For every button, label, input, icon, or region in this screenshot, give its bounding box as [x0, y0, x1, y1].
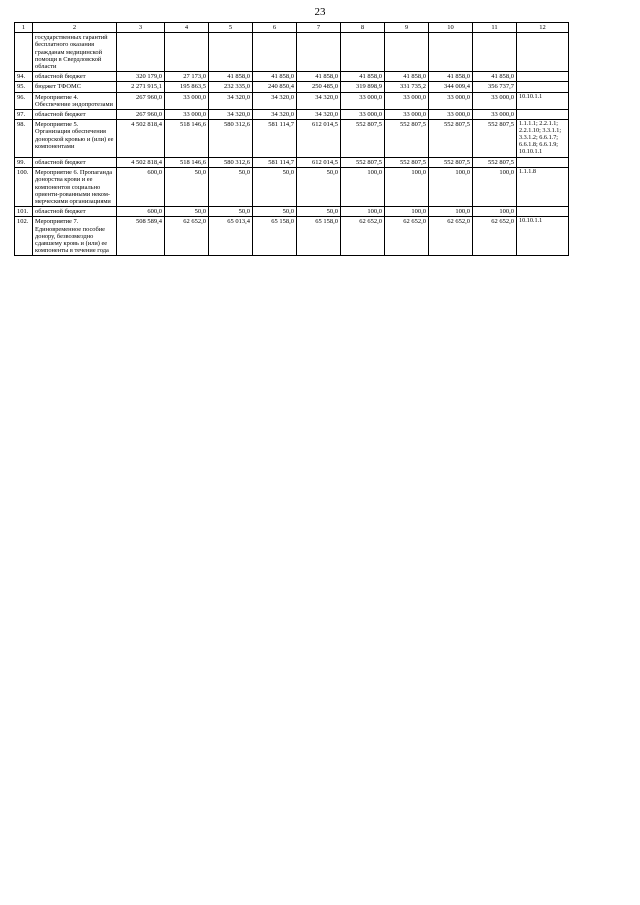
value-cell: 195 863,5 [165, 82, 209, 92]
row-description: бюджет ТФОМС [33, 82, 117, 92]
value-cell: 50,0 [253, 168, 297, 207]
target-codes [517, 207, 569, 217]
target-codes: 1.1.1.8 [517, 168, 569, 207]
table-row [15, 217, 569, 256]
value-cell: 232 335,0 [209, 82, 253, 92]
value-cell: 33 000,0 [385, 110, 429, 120]
value-cell: 41 858,0 [385, 72, 429, 82]
value-cell: 41 858,0 [429, 72, 473, 82]
value-cell: 62 652,0 [473, 217, 517, 256]
value-cell: 552 807,5 [429, 120, 473, 158]
value-cell: 34 320,0 [209, 92, 253, 109]
value-cell: 581 114,7 [253, 157, 297, 167]
value-cell: 33 000,0 [165, 92, 209, 109]
column-header: 11 [473, 23, 517, 33]
column-header: 5 [209, 23, 253, 33]
value-cell: 33 000,0 [341, 110, 385, 120]
value-cell: 100,0 [341, 207, 385, 217]
row-number: 102. [15, 217, 33, 256]
column-header: 3 [117, 23, 165, 33]
table-row [15, 72, 569, 82]
value-cell: 240 850,4 [253, 82, 297, 92]
value-cell: 33 000,0 [165, 110, 209, 120]
value-cell: 33 000,0 [429, 110, 473, 120]
row-description: Мероприятие 5. Организация обеспечения донорской кровью и (или) ее компонентами [33, 120, 117, 158]
value-cell: 356 737,7 [473, 82, 517, 92]
row-description: областной бюджет [33, 72, 117, 82]
value-cell: 319 898,9 [341, 82, 385, 92]
value-cell: 62 652,0 [341, 217, 385, 256]
column-header: 6 [253, 23, 297, 33]
row-description: Мероприятие 6. Пропаганда донорства крови и ее компонентов социально ориенти-рованными неком-мерческими организациями [33, 168, 117, 207]
column-header: 1 [15, 23, 33, 33]
value-cell: 552 807,5 [473, 157, 517, 167]
value-cell: 518 146,6 [165, 157, 209, 167]
value-cell [385, 33, 429, 72]
target-codes: 1.1.1.1; 2.2.1.1; 2.2.1.10; 3.3.1.1; 3.3.1.2; 6.6.1.7; 6.6.1.8; 6.6.1.9; 10.10.1.1 [517, 120, 569, 158]
page-number: 23 [314, 6, 326, 18]
value-cell: 612 014,5 [297, 157, 341, 167]
value-cell: 33 000,0 [385, 92, 429, 109]
table-row [15, 120, 569, 158]
value-cell [117, 33, 165, 72]
column-header: 4 [165, 23, 209, 33]
value-cell: 34 320,0 [253, 92, 297, 109]
row-description: областной бюджет [33, 157, 117, 167]
value-cell: 552 807,5 [341, 120, 385, 158]
value-cell: 4 502 818,4 [117, 157, 165, 167]
row-number: 101. [15, 207, 33, 217]
value-cell: 33 000,0 [473, 110, 517, 120]
value-cell [253, 33, 297, 72]
value-cell: 62 652,0 [165, 217, 209, 256]
value-cell [297, 33, 341, 72]
row-number: 98. [15, 120, 33, 158]
value-cell: 552 807,5 [341, 157, 385, 167]
value-cell: 100,0 [385, 168, 429, 207]
value-cell [165, 33, 209, 72]
value-cell: 100,0 [429, 207, 473, 217]
row-number: 96. [15, 92, 33, 109]
row-description: Мероприятие 7. Единовременное пособие донору, безвозмездно сдавшему кровь и (или) ее компоненты в течение года [33, 217, 117, 256]
row-number [15, 33, 33, 72]
column-header: 10 [429, 23, 473, 33]
value-cell: 33 000,0 [429, 92, 473, 109]
value-cell [341, 33, 385, 72]
table-body [15, 33, 569, 256]
column-header: 2 [33, 23, 117, 33]
value-cell: 344 009,4 [429, 82, 473, 92]
target-codes: 10.10.1.1 [517, 92, 569, 109]
target-codes [517, 72, 569, 82]
value-cell: 580 312,6 [209, 120, 253, 158]
value-cell: 50,0 [209, 207, 253, 217]
value-cell: 34 320,0 [297, 110, 341, 120]
value-cell [473, 33, 517, 72]
value-cell: 4 502 818,4 [117, 120, 165, 158]
table-row [15, 82, 569, 92]
row-number: 95. [15, 82, 33, 92]
row-number: 100. [15, 168, 33, 207]
value-cell: 267 960,0 [117, 110, 165, 120]
value-cell [209, 33, 253, 72]
value-cell: 50,0 [297, 207, 341, 217]
value-cell: 100,0 [385, 207, 429, 217]
row-number: 97. [15, 110, 33, 120]
table-row [15, 110, 569, 120]
target-codes [517, 33, 569, 72]
row-number: 99. [15, 157, 33, 167]
value-cell: 581 114,7 [253, 120, 297, 158]
value-cell: 27 173,0 [165, 72, 209, 82]
value-cell: 320 179,0 [117, 72, 165, 82]
value-cell: 100,0 [341, 168, 385, 207]
column-header: 8 [341, 23, 385, 33]
value-cell: 41 858,0 [253, 72, 297, 82]
value-cell: 65 158,0 [297, 217, 341, 256]
value-cell: 508 589,4 [117, 217, 165, 256]
value-cell: 552 807,5 [385, 120, 429, 158]
value-cell: 518 146,6 [165, 120, 209, 158]
value-cell: 33 000,0 [341, 92, 385, 109]
value-cell: 100,0 [473, 168, 517, 207]
target-codes [517, 157, 569, 167]
value-cell: 34 320,0 [209, 110, 253, 120]
value-cell: 50,0 [209, 168, 253, 207]
value-cell: 65 158,0 [253, 217, 297, 256]
value-cell: 100,0 [429, 168, 473, 207]
budget-table-wrapper [14, 22, 569, 256]
value-cell: 62 652,0 [385, 217, 429, 256]
value-cell: 41 858,0 [209, 72, 253, 82]
column-header: 12 [517, 23, 569, 33]
row-description: областной бюджет [33, 207, 117, 217]
row-description: государственных гарантий бесплатного оказания гражданам медицинской помощи в Свердловской области [33, 33, 117, 72]
value-cell: 600,0 [117, 168, 165, 207]
column-header: 7 [297, 23, 341, 33]
header-row [15, 23, 569, 33]
value-cell: 33 000,0 [473, 92, 517, 109]
value-cell: 2 271 915,1 [117, 82, 165, 92]
value-cell: 612 014,5 [297, 120, 341, 158]
target-codes: 10.10.1.1 [517, 217, 569, 256]
value-cell: 50,0 [165, 168, 209, 207]
value-cell: 50,0 [297, 168, 341, 207]
target-codes [517, 110, 569, 120]
value-cell: 34 320,0 [297, 92, 341, 109]
value-cell: 600,0 [117, 207, 165, 217]
value-cell: 331 735,2 [385, 82, 429, 92]
target-codes [517, 82, 569, 92]
value-cell [429, 33, 473, 72]
value-cell: 34 320,0 [253, 110, 297, 120]
value-cell: 267 960,0 [117, 92, 165, 109]
value-cell: 552 807,5 [385, 157, 429, 167]
budget-table [14, 22, 569, 256]
value-cell: 50,0 [165, 207, 209, 217]
value-cell: 41 858,0 [341, 72, 385, 82]
column-header: 9 [385, 23, 429, 33]
table-row [15, 92, 569, 109]
row-description: областной бюджет [33, 110, 117, 120]
row-number: 94. [15, 72, 33, 82]
table-row [15, 207, 569, 217]
value-cell: 62 652,0 [429, 217, 473, 256]
value-cell: 250 485,0 [297, 82, 341, 92]
value-cell: 50,0 [253, 207, 297, 217]
value-cell: 552 807,5 [429, 157, 473, 167]
table-row [15, 157, 569, 167]
value-cell: 100,0 [473, 207, 517, 217]
value-cell: 41 858,0 [473, 72, 517, 82]
table-row [15, 168, 569, 207]
value-cell: 552 807,5 [473, 120, 517, 158]
table-row [15, 33, 569, 72]
row-description: Мероприятие 4. Обеспечение эндопротезами [33, 92, 117, 109]
value-cell: 41 858,0 [297, 72, 341, 82]
value-cell: 580 312,6 [209, 157, 253, 167]
value-cell: 65 013,4 [209, 217, 253, 256]
